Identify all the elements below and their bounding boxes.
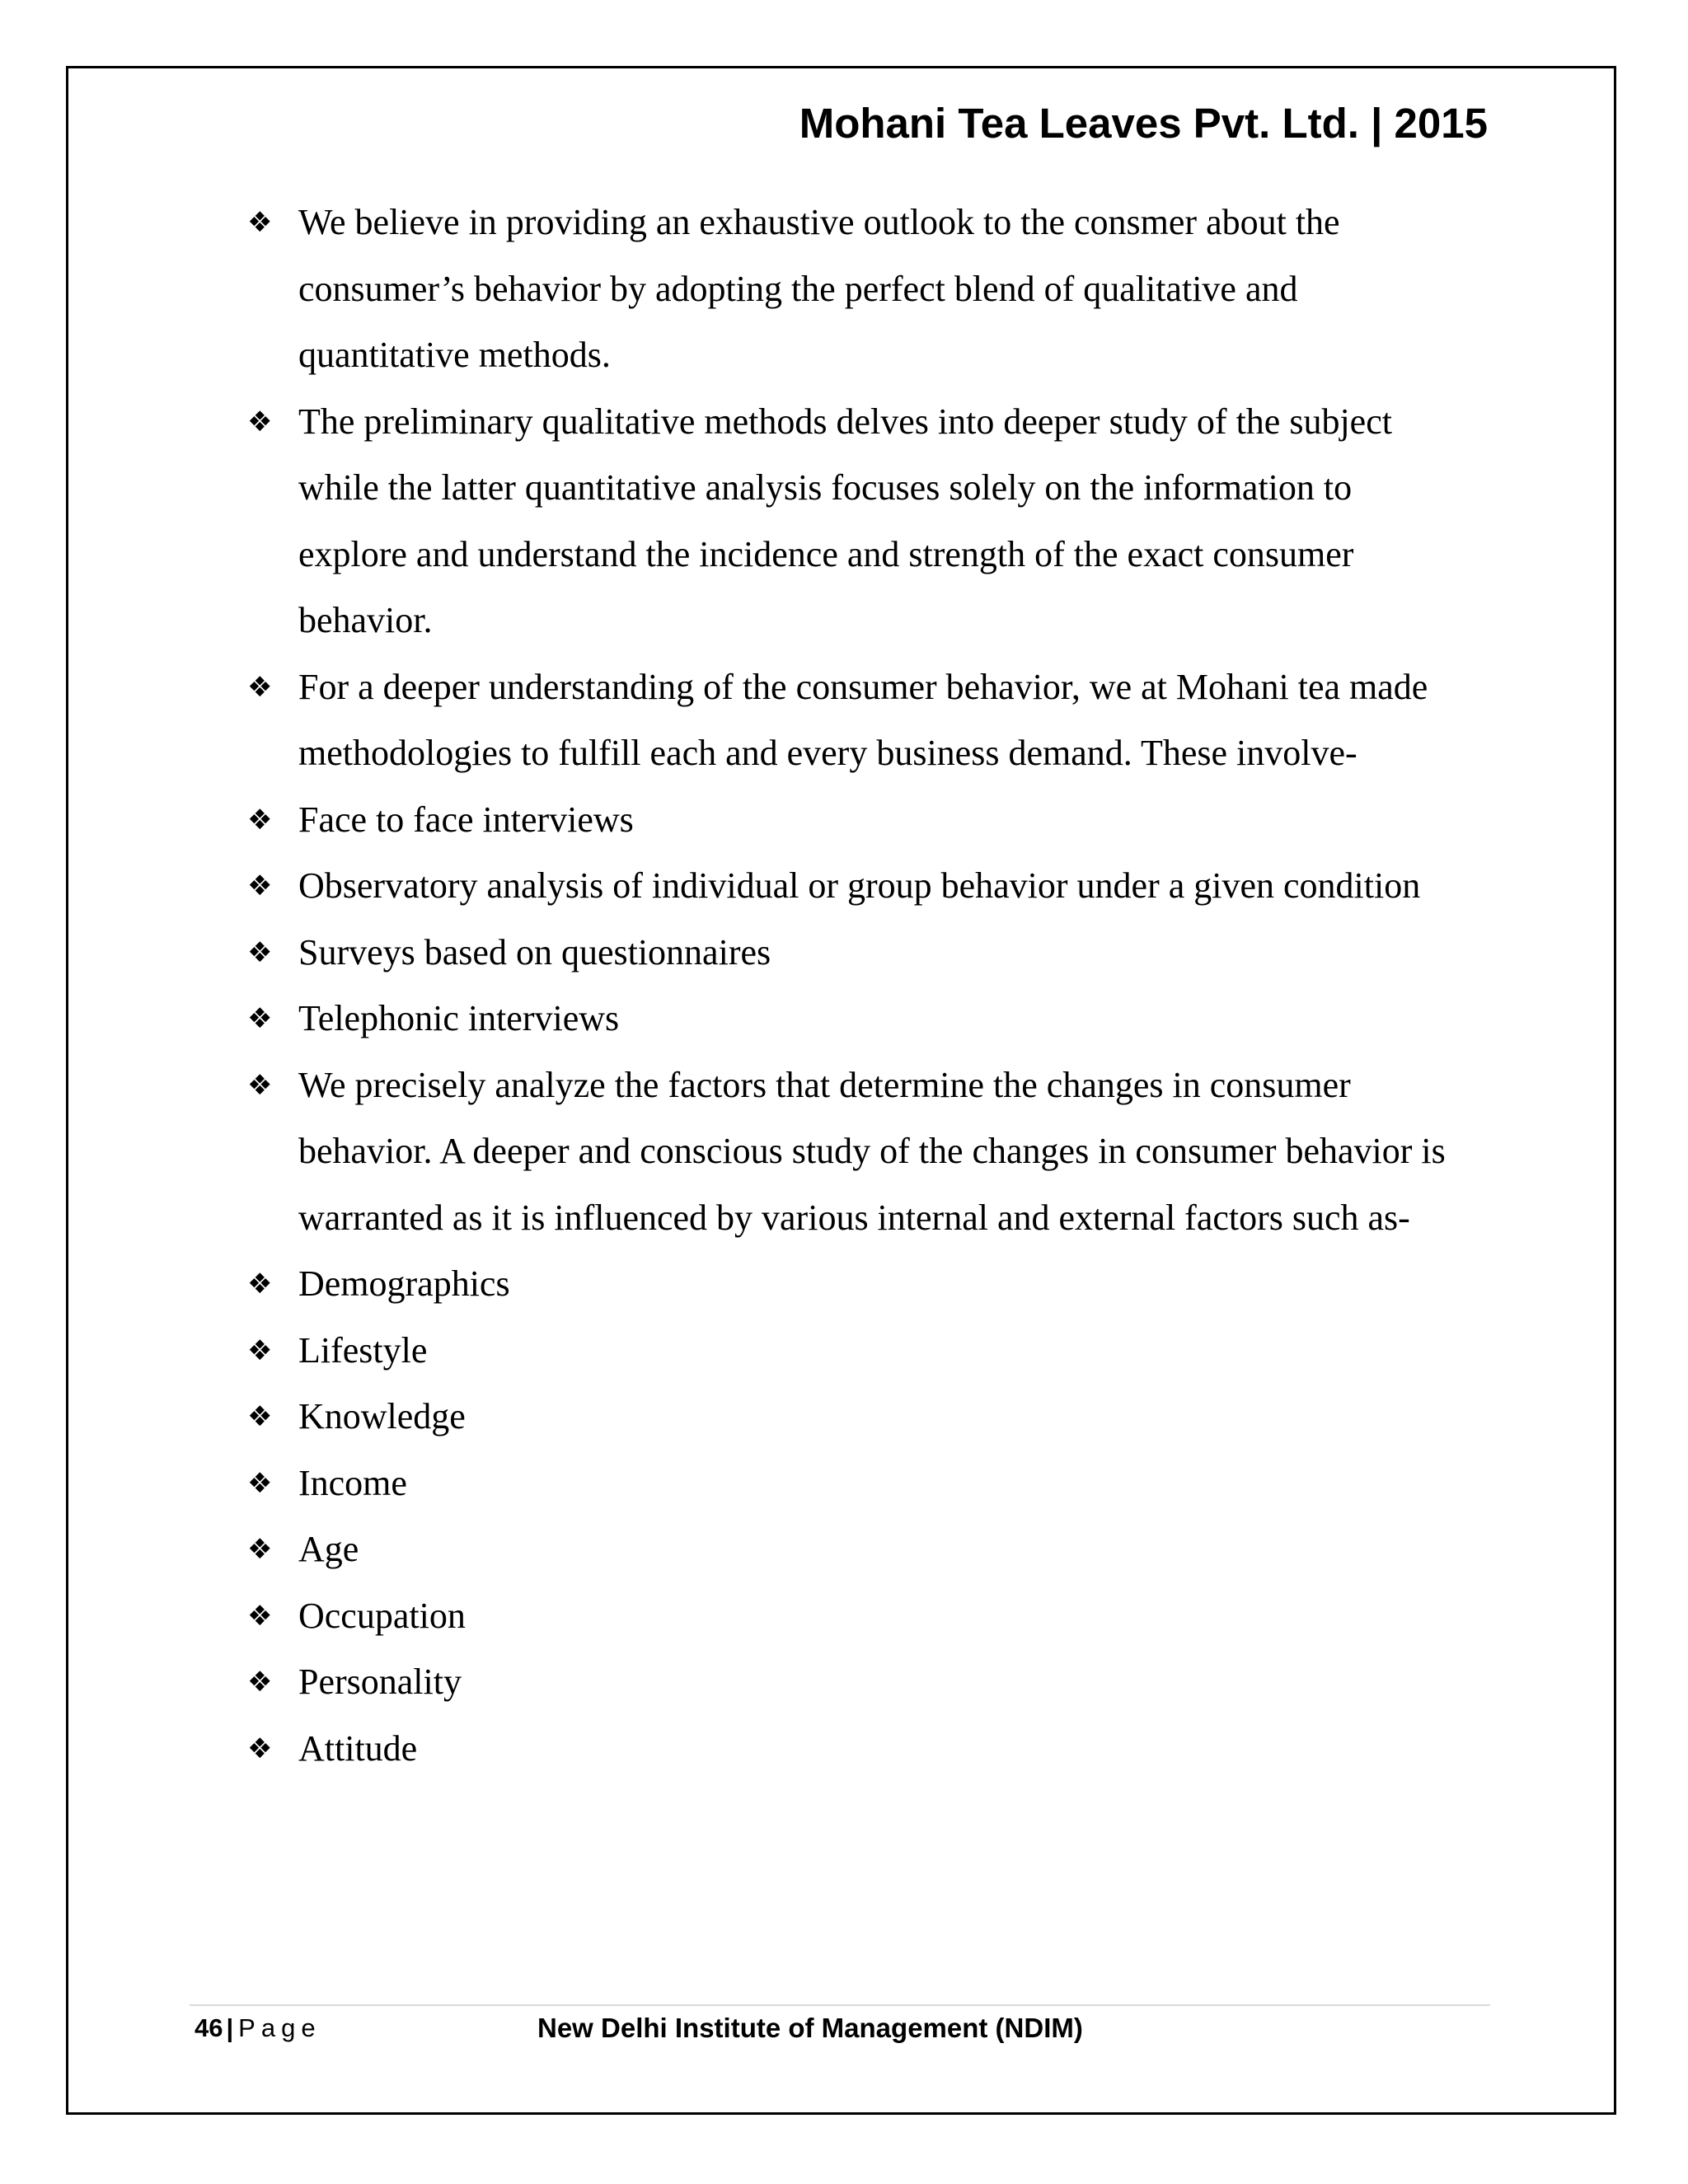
list-item-text: Lifestyle [298, 1329, 428, 1371]
bullet-diamond-icon: ❖ [247, 1599, 273, 1633]
bullet-diamond-icon: ❖ [247, 1666, 273, 1699]
list-item-text: Income [298, 1462, 407, 1503]
list-item-text: Observatory analysis of individual or group behavior under a given condition [298, 865, 1421, 906]
list-item [247, 1318, 1467, 1385]
bullet-list [247, 190, 1467, 1782]
list-item-text: Demographics [298, 1263, 510, 1304]
list-item [247, 190, 1467, 389]
header-title: Mohani Tea Leaves Pvt. Ltd. | 2015 [799, 100, 1488, 147]
list-item-text: Occupation [298, 1595, 466, 1636]
list-item-text: Personality [298, 1661, 462, 1702]
list-item-text: Surveys based on questionnaires [298, 931, 771, 972]
bullet-diamond-icon: ❖ [247, 670, 273, 704]
bullet-diamond-icon: ❖ [247, 935, 273, 969]
bullet-diamond-icon: ❖ [247, 803, 273, 837]
list-item [247, 1251, 1467, 1318]
list-item [247, 1516, 1467, 1583]
list-item [247, 986, 1467, 1052]
list-item [247, 654, 1467, 787]
list-item-text: Age [298, 1529, 359, 1569]
bullet-diamond-icon: ❖ [247, 206, 273, 239]
page-label: Page [238, 2013, 321, 2042]
list-item [247, 389, 1467, 654]
bullet-diamond-icon: ❖ [247, 405, 273, 438]
bullet-diamond-icon: ❖ [247, 1533, 273, 1566]
list-item-text: Telephonic interviews [298, 998, 620, 1038]
list-item-text: We precisely analyze the factors that determine the changes in consumer behavior. A deeper and conscious study of the changes in consumer behavior is warranted as it is influenced by various internal and external factors such as- [298, 1064, 1446, 1238]
page-number: 46 [195, 2013, 223, 2042]
list-item [247, 787, 1467, 854]
list-item [247, 1716, 1467, 1783]
list-item-text: Face to face interviews [298, 799, 634, 840]
list-item [247, 853, 1467, 920]
page-separator: | [226, 2013, 234, 2042]
footer-page-number [195, 2008, 321, 2048]
list-item [247, 1052, 1467, 1252]
list-item [247, 920, 1467, 987]
bullet-diamond-icon: ❖ [247, 869, 273, 902]
bullet-diamond-icon: ❖ [247, 1466, 273, 1500]
bullet-diamond-icon: ❖ [247, 1002, 273, 1035]
list-item-text: We believe in providing an exhaustive outlook to the consmer about the consumer’s behavior by adopting the perfect blend of qualitative and quantitative methods. [298, 202, 1340, 375]
list-item [247, 1384, 1467, 1451]
footer-divider [190, 2004, 1490, 2006]
list-item-text: Attitude [298, 1727, 418, 1769]
bullet-diamond-icon: ❖ [247, 1400, 273, 1433]
bullet-diamond-icon: ❖ [247, 1333, 273, 1367]
list-item [247, 1583, 1467, 1650]
footer-institute: New Delhi Institute of Management (NDIM) [537, 2013, 1083, 2043]
list-item-text: For a deeper understanding of the consumer behavior, we at Mohani tea made methodologies to fulfill each and every business demand. These involve- [298, 666, 1428, 773]
bullet-diamond-icon: ❖ [247, 1068, 273, 1102]
list-item-text: Knowledge [298, 1396, 466, 1436]
list-item [247, 1451, 1467, 1517]
list-item-text: The preliminary qualitative methods delves into deeper study of the subject while the latter quantitative analysis focuses solely on the information to explore and understand the incidence and strength of the exact consumer behavior. [298, 401, 1392, 640]
bullet-diamond-icon: ❖ [247, 1732, 273, 1765]
list-item [247, 1649, 1467, 1716]
bullet-diamond-icon: ❖ [247, 1268, 273, 1301]
